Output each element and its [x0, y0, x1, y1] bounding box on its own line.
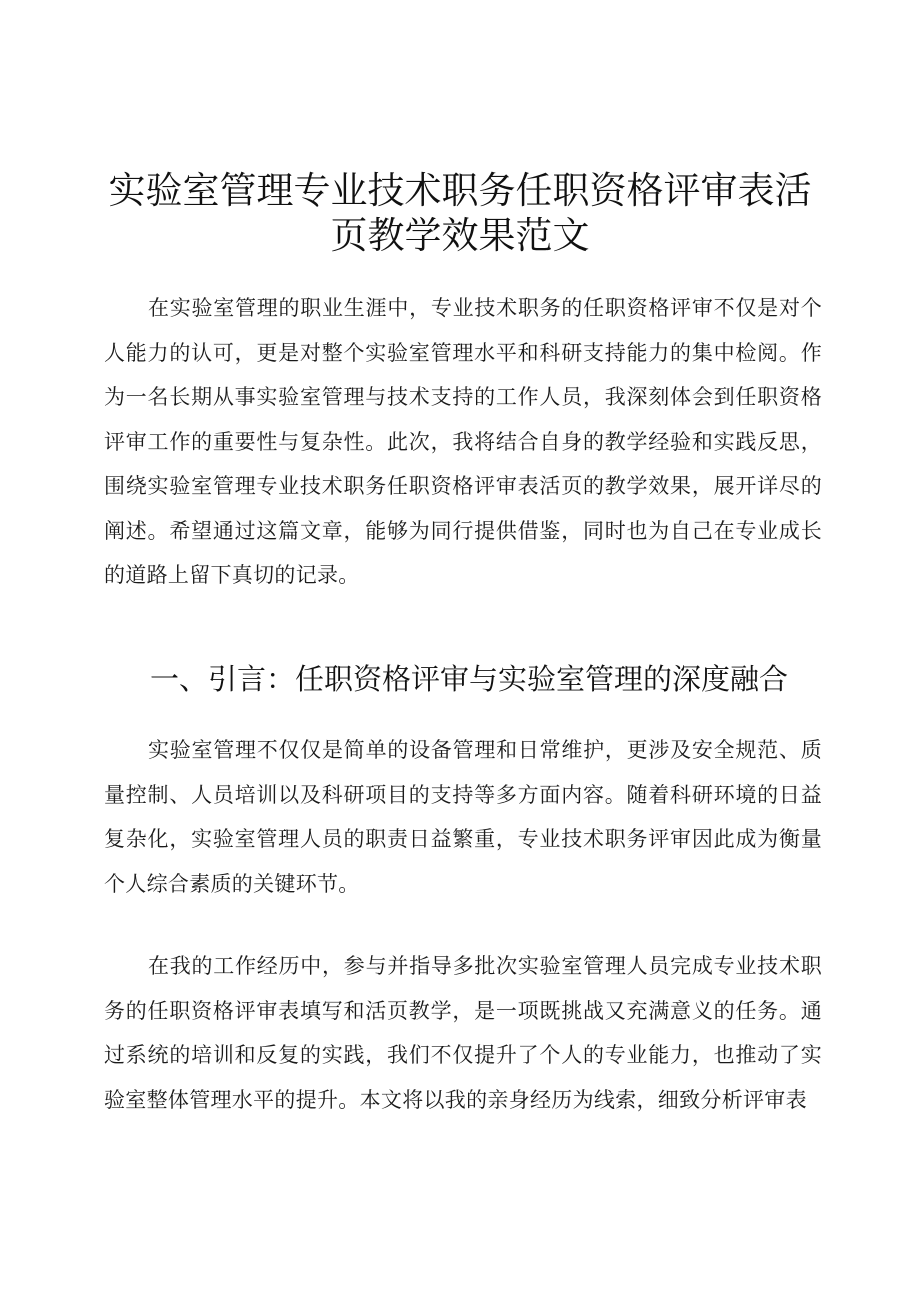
- document-title: [100, 168, 820, 258]
- title-line-1: 实验室管理专业技术职务任职资格评审表活: [108, 169, 812, 212]
- body-paragraph-2: 实验室管理不仅仅是简单的设备管理和日常维护，更涉及安全规范、质量控制、人员培训以及科研项目的支持等多方面内容。随着科研环境的日益复杂化，实验室管理人员的职责日益繁重，专业技术职务评审因此成为衡量个人综合素质的关键环节。: [104, 738, 822, 896]
- intro-paragraph: 在实验室管理的职业生涯中，专业技术职务的任职资格评审不仅是对个人能力的认可，更是对整个实验室管理水平和科研支持能力的集中检阅。作为一名长期从事实验室管理与技术支持的工作人员，我深刻体会到任职资格评审工作的重要性与复杂性。此次，我将结合自身的教学经验和实践反思，围绕实验室管理专业技术职务任职资格评审表活页的教学效果，展开详尽的阐述。希望通过这篇文章，能够为同行提供借鉴，同时也为自己在专业成长的道路上留下真切的记录。: [104, 296, 822, 587]
- body-paragraph-3: 在我的工作经历中，参与并指导多批次实验室管理人员完成专业技术职务的任职资格评审表填写和活页教学，是一项既挑战又充满意义的任务。通过系统的培训和反复的实践，我们不仅提升了个人的专业能力，也推动了实验室整体管理水平的提升。本文将以我的亲身经历为线索，细致分析评审表: [104, 954, 822, 1112]
- section-heading-1: 一、引言：任职资格评审与实验室管理的深度融合: [150, 662, 789, 696]
- title-line-2: 页教学效果范文: [330, 214, 590, 257]
